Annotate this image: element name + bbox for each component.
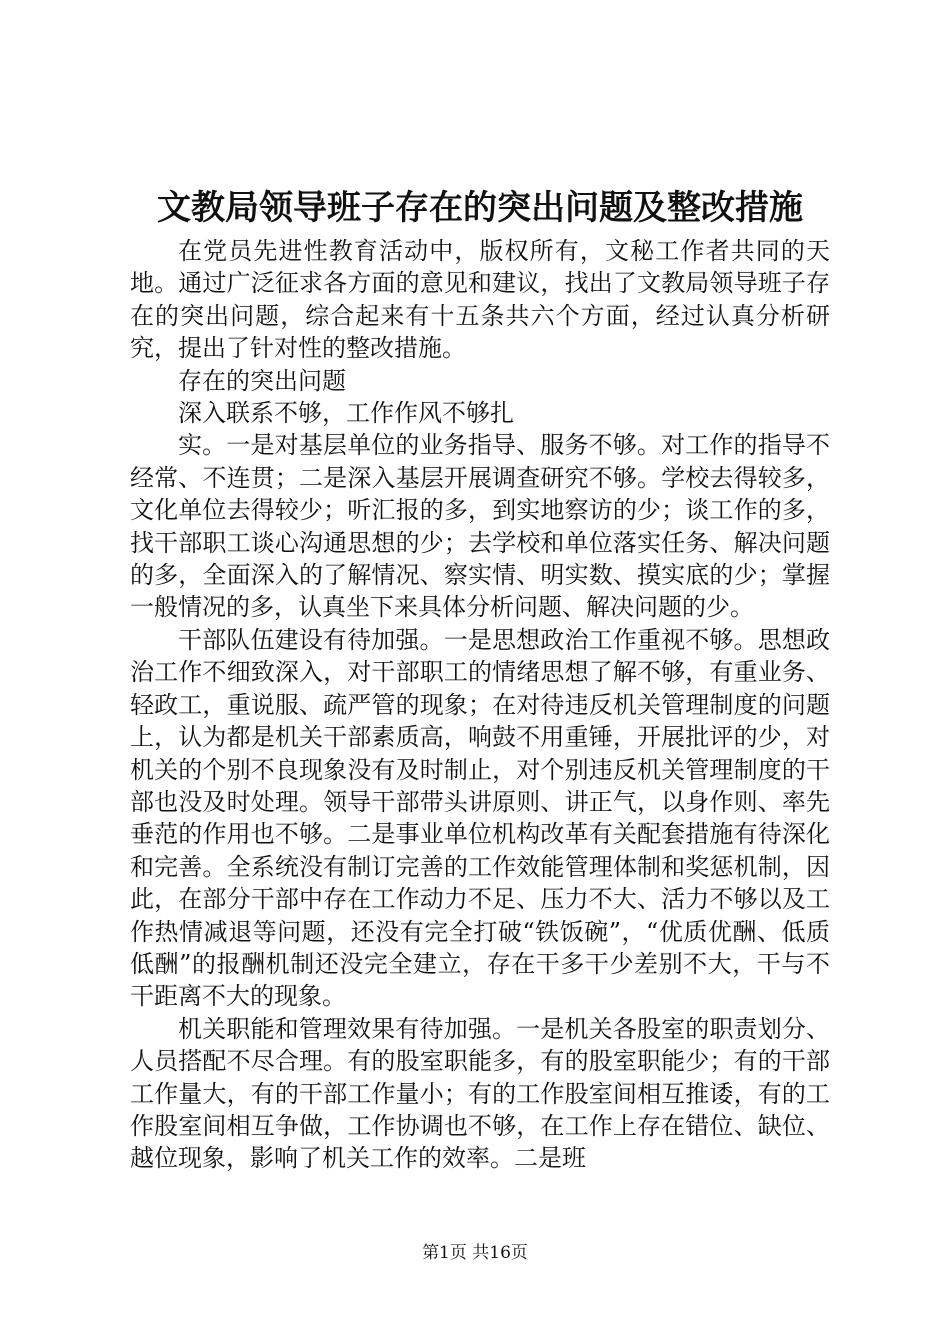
paragraph-agency-functions: 机关职能和管理效果有待加强。一是机关各股室的职责划分、人员搭配不尽合理。有的股室职能多，有的股室职能少；有的干部工作量大，有的干部工作量小；有的工作股室间相互推诿，有的工作股室间相互争做，工作协调也不够，在工作上存在错位、缺位、越位现象，影响了机关工作的效率。二是班 <box>130 1014 830 1173</box>
page-number: 第1页 共16页 <box>422 1243 528 1263</box>
subsection-heading: 深入联系不够，工作作风不够扎 <box>178 399 514 428</box>
document-title: 文教局领导班子存在的突出问题及整改措施 <box>157 188 803 228</box>
paragraph-cadre-team: 干部队伍建设有待加强。一是思想政治工作重视不够。思想政治工作不细致深入，对干部职工的情绪思想了解不够，有重业务、轻政工，重说服、疏严管的现象；在对待违反机关管理制度的问题上，认为都是机关干部素质高，响鼓不用重锤，开展批评的少，对机关的个别不良现象没有及时制止，对个别违反机关管理制度的干部也没及时处理。领导干部带头讲原则、讲正气，以身作则、率先垂范的作用也不够。二是事业单位机构改革有关配套措施有待深化和完善。全系统没有制订完善的工作效能管理体制和奖惩机制，因此，在部分干部中存在工作动力不足、压力不大、活力不够以及工作热情减退等问题，还没有完全打破“铁饭碗”，“优质优酬、低质低酬”的报酬机制还没完全建立，存在干多干少差别不大，干与不干距离不大的现象。 <box>130 625 830 1011</box>
section-heading: 存在的突出问题 <box>178 366 346 395</box>
paragraph-intro: 在党员先进性教育活动中，版权所有，文秘工作者共同的天地。通过广泛征求各方面的意见和建议，找出了文教局领导班子存在的突出问题，综合起来有十五条共六个方面，经过认真分析研究，提出了针对性的整改措施。 <box>130 237 830 363</box>
paragraph-work-style: 实。一是对基层单位的业务指导、服务不够。对工作的指导不经常、不连贯；二是深入基层开展调查研究不够。学校去得较多，文化单位去得较少；听汇报的多，到实地察访的少；谈工作的多，找干部职工谈心沟通思想的少；去学校和单位落实任务、解决问题的多，全面深入的了解情况、察实情、明实数、摸实底的少；掌握一般情况的多，认真坐下来具体分析问题、解决问题的少。 <box>130 431 830 622</box>
document-body <box>130 235 830 1175</box>
